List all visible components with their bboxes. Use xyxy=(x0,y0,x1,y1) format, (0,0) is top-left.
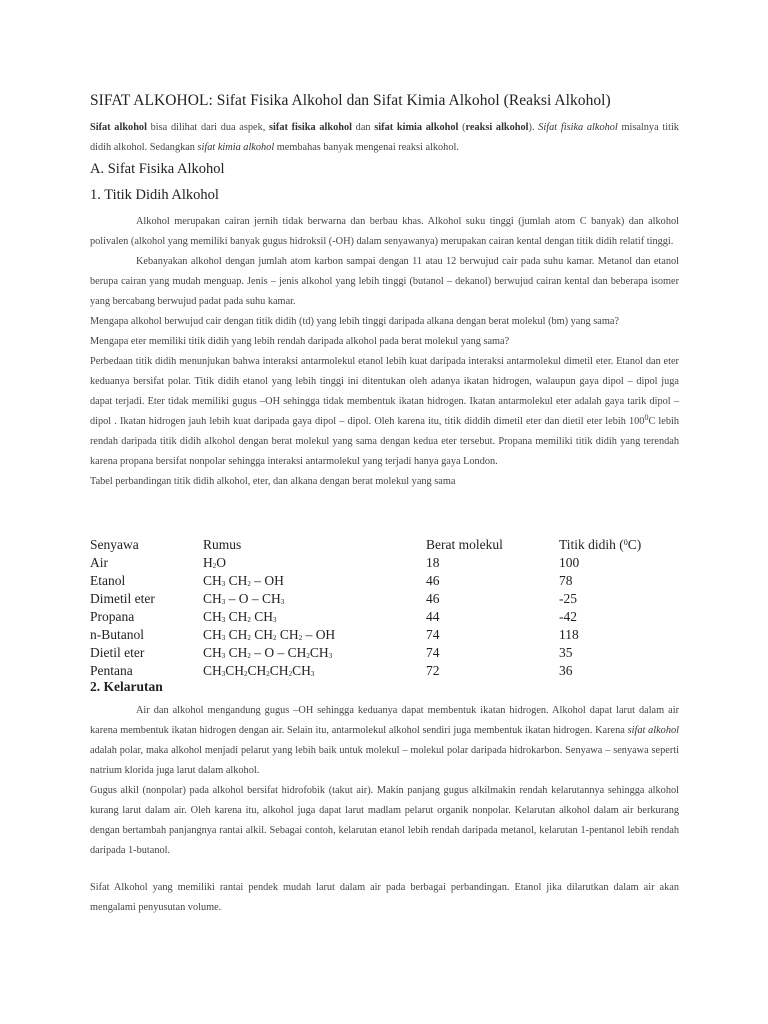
molecular-weight: 46 xyxy=(426,591,440,606)
molecular-weight: 18 xyxy=(426,555,440,570)
compound-name: Pentana xyxy=(90,663,133,678)
boiling-point: -42 xyxy=(559,609,577,624)
paragraph-3-part-2: C lebih rendah daripada titik didih alkohol dengan berat molekul yang sama dengan kedua eter tersebut. Propana memiliki titik didih yang terendah karena propana bersifat nonpolar sehingga interaksi antarmolekul yang terjadi hanya gaya London. xyxy=(90,416,680,467)
intro-text-3: ( xyxy=(458,122,466,133)
intro-paragraph xyxy=(90,118,679,158)
boiling-point: 118 xyxy=(559,627,579,642)
page-title: SIFAT ALKOHOL: Sifat Fisika Alkohol dan Sifat Kimia Alkohol (Reaksi Alkohol) xyxy=(90,92,611,109)
compound-name: Etanol xyxy=(90,573,126,588)
boiling-point: 36 xyxy=(559,663,573,678)
compound-formula: $CH_3CH_2CH_2CH_2CH_3$ xyxy=(203,663,315,678)
table-row xyxy=(90,572,690,590)
compound-name: Dimetil eter xyxy=(90,591,155,606)
table-row xyxy=(90,626,690,644)
compound-formula: $CH_3$ $CH_2$ – O – $CH_2CH_3$ xyxy=(203,645,333,660)
boiling-point: 78 xyxy=(559,573,573,588)
intro-bold-1: Sifat alkohol xyxy=(90,122,147,133)
compound-formula: $CH_3$ $CH_2$ $CH_3$ xyxy=(203,609,277,624)
molecular-weight: 72 xyxy=(426,663,440,678)
solubility-paragraphs xyxy=(90,701,679,861)
compound-name: Dietil eter xyxy=(90,645,145,660)
table-row xyxy=(90,590,690,608)
compound-formula: $H_2O$ xyxy=(203,555,226,570)
paragraph-2: Kebanyakan alkohol dengan jumlah atom karbon sampai dengan 11 atau 12 berwujud cair pada suhu kamar. Metanol dan etanol berupa cairan yang mudah menguap. Jenis – jenis alkohol yang lebih tinggi (butanol – dekanol) berwujud cairan kental dan beberapa isomer yang bercabang berwujud padat pada suhu kamar. xyxy=(90,256,679,307)
section-heading-a: A. Sifat Fisika Alkohol xyxy=(90,161,225,177)
header-berat-molekul: Berat molekul xyxy=(426,537,503,552)
table-row xyxy=(90,644,690,662)
molecular-weight: 74 xyxy=(426,627,440,642)
degree-mark: 0 xyxy=(644,413,649,422)
solubility-paragraph-2: Gugus alkil (nonpolar) pada alkohol bersifat hidrofobik (takut air). Makin panjang gugus alkilmakin rendah kelarutannya sehingga alkohol kurang larut dalam air. Oleh karena itu, alkohol juga dapat larut madlam pelarut organik nonpolar. Kelarutan alkohol dalam air berkurang dengan bertambah panjangnya rantai alkil. Sebagai contoh, kelarutan etanol lebih rendah daripada metanol, kelarutan 1-pentanol lebih rendah daripada 1-butanol. xyxy=(90,785,679,856)
intro-bold-4: reaksi alkohol xyxy=(465,122,529,133)
question-1: Mengapa alkohol berwujud cair dengan titik didih (td) yang lebih tinggi daripada alkana dengan berat molekul (bm) yang sama? xyxy=(90,316,619,327)
paragraph-3-part-1: Perbedaan titik didih menunjukan bahwa interaksi antarmolekul etanol lebih kuat daripada interaksi antarmolekul dimetil eter. Etanol dan eter keduanya bersifat polar. Titik didih etanol yang lebih tinggi ini ditentukan oleh adanya ikatan hidrogen, walaupun gaya dipol – dipol juga dapat terjadi. Eter tidak memiliki gugus –OH sehingga tidak membentuk ikatan hidrogen. Ikatan antarmolekul eter adalah gaya tarik dipol – dipol . Ikatan hidrogen jauh lebih kuat daripada gaya dipol – dipol. Oleh karena itu, titik diddih dimetil eter dan dietil eter lebih 100 xyxy=(90,356,679,427)
molecular-weight: 44 xyxy=(426,609,440,624)
compound-formula: $CH_3$ $CH_2$ – OH xyxy=(203,573,284,588)
solubility-paragraph-3: Sifat Alkohol yang memiliki rantai pendek mudah larut dalam air pada berbagai perbandingan. Etanol jika dilarutkan dalam air akan mengalami penyusutan volume. xyxy=(90,882,679,913)
intro-bold-3: sifat kimia alkohol xyxy=(374,122,459,133)
closing-paragraph xyxy=(90,878,679,918)
table-caption: Tabel perbandingan titik didih alkohol, eter, dan alkana dengan berat molekul yang sama xyxy=(90,476,456,487)
boiling-point-paragraphs xyxy=(90,212,679,492)
compound-formula: $CH_3$ – O – $CH_3$ xyxy=(203,591,285,606)
molecular-weight: 74 xyxy=(426,645,440,660)
intro-bold-2: sifat fisika alkohol xyxy=(269,122,352,133)
compound-name: Propana xyxy=(90,609,135,624)
boiling-point: 100 xyxy=(559,555,580,570)
header-titik-didih: Titik didih ($^0$C) xyxy=(559,537,642,552)
compound-formula: $CH_3$ $CH_2$ $CH_2$ $CH_2$ – OH xyxy=(203,627,336,642)
boiling-point-table xyxy=(90,536,690,680)
intro-text-1: bisa dilihat dari dua aspek, xyxy=(146,122,270,133)
table-row xyxy=(90,554,690,572)
intro-text-6: membahas banyak mengenai reaksi alkohol. xyxy=(274,142,459,153)
question-2: Mengapa eter memiliki titik didih yang lebih rendah daripada alkohol pada berat molekul yang sama? xyxy=(90,336,510,347)
solubility-paragraph-1: Air dan alkohol mengandung gugus –OH sehingga keduanya dapat membentuk ikatan hidrogen. Alkohol dapat larut dalam air karena membentuk ikatan hidrogen dengan air. Selain itu, antarmolekul alkohol sendiri juga membentuk ikatan hidrogen. Karena sifat alkohol adalah polar, maka alkohol menjadi pelarut yang lebih baik untuk molekul – molekul polar daripada hidrokarbon. Senyawa – senyawa seperti natrium klorida juga larut dalam alkohol. xyxy=(90,705,679,776)
intro-italic-2: sifat kimia alkohol xyxy=(197,142,275,153)
table-row xyxy=(90,662,690,680)
compound-name: n-Butanol xyxy=(90,627,144,642)
intro-text-2: dan xyxy=(351,122,375,133)
intro-text-4: ). xyxy=(528,122,539,133)
header-senyawa: Senyawa xyxy=(90,537,139,552)
solubility-italic: sifat alkohol xyxy=(627,725,679,736)
section-heading-1: 1. Titik Didih Alkohol xyxy=(90,187,219,203)
molecular-weight: 46 xyxy=(426,573,440,588)
boiling-point: 35 xyxy=(559,645,573,660)
intro-italic-1: Sifat fisika alkohol xyxy=(538,122,618,133)
paragraph-3 xyxy=(90,352,679,472)
intro-text-5: misalnya titik didih alkohol. Sedangkan xyxy=(90,122,679,153)
boiling-point: -25 xyxy=(559,591,577,606)
compound-name: Air xyxy=(90,555,108,570)
header-rumus: Rumus xyxy=(203,537,242,552)
section-heading-2: 2. Kelarutan xyxy=(90,679,163,694)
table-header-row xyxy=(90,536,690,554)
paragraph-1: Alkohol merupakan cairan jernih tidak berwarna dan berbau khas. Alkohol suku tinggi (jumlah atom C banyak) dan alkohol polivalen (alkohol yang memiliki banyak gugus hidroksil (-OH) dalam senyawanya) merupakan cairan kental dengan titik didih relatif tinggi. xyxy=(90,216,679,247)
table-row xyxy=(90,608,690,626)
